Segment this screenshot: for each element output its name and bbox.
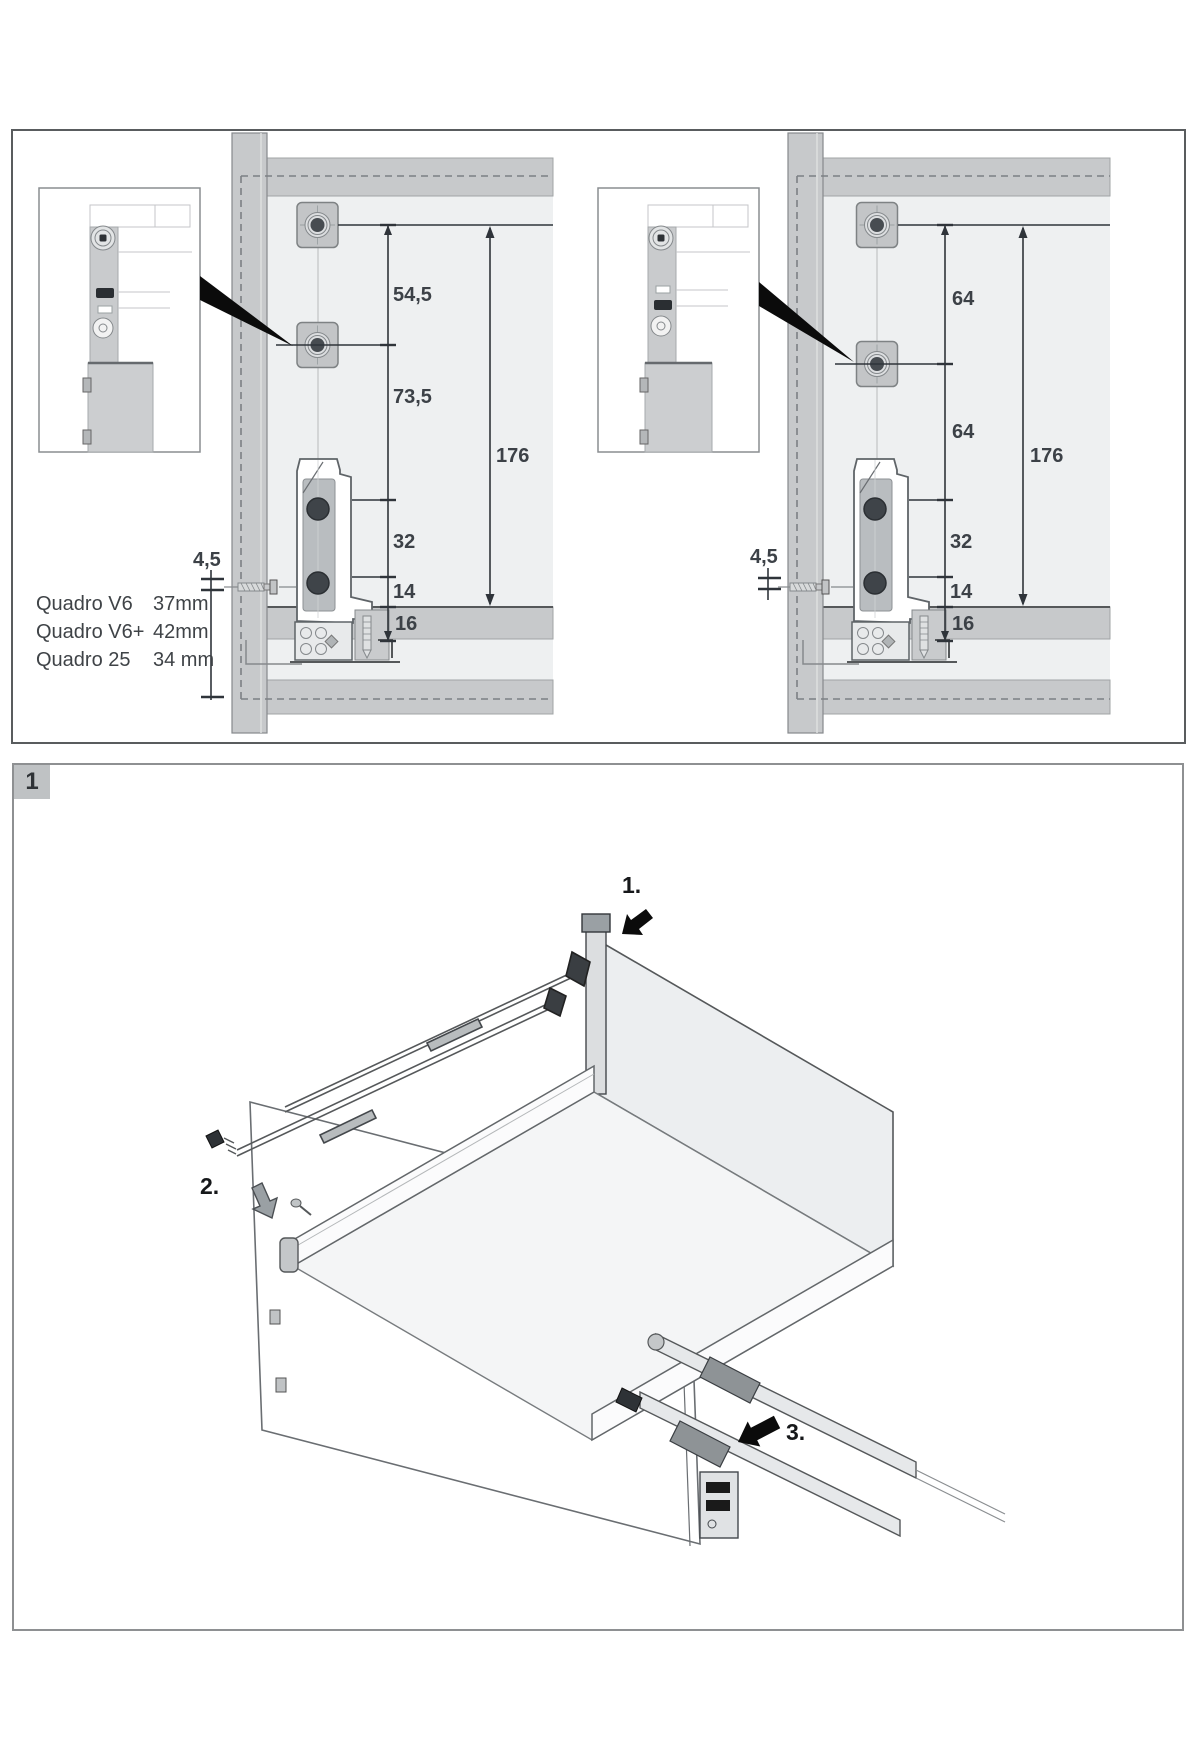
dim-label-16: 16	[395, 613, 418, 635]
dim-label-32: 32	[393, 531, 416, 553]
step-arrow-3	[738, 1416, 780, 1447]
dim-label-54-5: 54,5	[393, 284, 432, 306]
right-mounting-drawing	[598, 133, 1110, 733]
drawer-side-section	[88, 363, 153, 452]
rod-bolt-icon	[206, 1130, 236, 1154]
front-fixing-plate	[700, 1472, 738, 1538]
legend-value-2: 42mm	[153, 621, 209, 643]
assembly-step-panel	[12, 763, 1184, 1631]
detail-inset-left	[39, 188, 200, 452]
legend-model-3: Quadro 25	[36, 649, 131, 671]
dimension-drawings-svg	[13, 131, 1184, 742]
dim-label-64a: 64	[952, 288, 975, 310]
adjustment-slot-dark	[96, 288, 114, 298]
adjustment-slot-light	[656, 286, 670, 293]
gap-dimension	[758, 568, 781, 600]
cabinet-front-rail	[267, 680, 553, 714]
dim-label-176: 176	[496, 445, 530, 467]
detail-inset-right	[598, 188, 759, 452]
legend-value-1: 37mm	[153, 593, 209, 615]
runner-depth-legend	[36, 593, 214, 671]
legend-value-3: 34 mm	[153, 649, 215, 671]
step-label-1: 1.	[622, 872, 642, 898]
isometric-drawer-drawing	[200, 872, 1005, 1546]
legend-model-1: Quadro V6	[36, 593, 133, 615]
cam-icon	[651, 316, 671, 336]
dimension-drawings-panel	[11, 129, 1186, 744]
dim-label-16: 16	[952, 613, 975, 635]
cabinet-front-rail	[822, 680, 1110, 714]
drawer-side-section	[645, 363, 712, 452]
corner-post-cap	[582, 914, 610, 932]
dim-label-14: 14	[393, 581, 416, 603]
dim-label-14: 14	[950, 581, 973, 603]
cabinet-top-panel	[267, 158, 553, 196]
loose-screw-icon	[291, 1199, 311, 1215]
dim-label-32: 32	[950, 531, 973, 553]
cam-icon	[93, 318, 113, 338]
dim-label-64b: 64	[952, 421, 975, 443]
dim-label-4-5: 4,5	[193, 549, 221, 571]
step-arrow-2	[252, 1183, 277, 1218]
dim-label-73-5: 73,5	[393, 386, 432, 408]
step-label-2: 2.	[200, 1173, 220, 1199]
assembly-isometric-svg	[14, 765, 1182, 1629]
adjustment-slot-light	[98, 306, 112, 313]
cabinet-top-panel	[822, 158, 1110, 196]
adjustment-slot-dark	[654, 300, 672, 310]
dim-label-176: 176	[1030, 445, 1064, 467]
step-label-3: 3.	[786, 1419, 806, 1445]
left-mounting-drawing	[36, 133, 553, 733]
legend-model-2: Quadro V6+	[36, 621, 145, 643]
dim-label-4-5: 4,5	[750, 546, 778, 568]
step-arrow-1	[622, 909, 653, 935]
step-number-badge: 1	[14, 765, 50, 799]
